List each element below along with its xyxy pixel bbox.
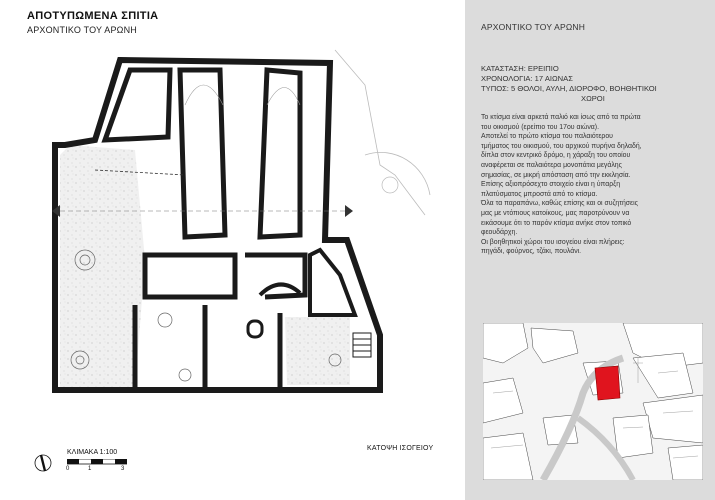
vault-arc (185, 85, 223, 105)
description-line: εικάσουμε ότι το παρόν κτίσμα ανήκε στον τοπικό (481, 219, 632, 227)
type-line: ΤΥΠΟΣ: 5 ΘΟΛΟΙ, ΑΥΛΗ, ΔΙΟΡΟΦΟ, ΒΟΗΘΗΤΙΚΟΙ (481, 84, 657, 93)
floor-plan (35, 45, 435, 455)
stairs (353, 333, 371, 357)
section-marker (345, 205, 353, 217)
scale-tick-3: 3 (121, 466, 125, 472)
scale-label: ΚΛΙΜΑΚΑ 1:100 (67, 449, 118, 456)
location-map (483, 323, 703, 480)
description-line: πλατύσματος μπροστά από το κτίσμα. (481, 190, 598, 198)
east-room (310, 250, 355, 315)
description-line: Αποτελεί το πρώτο κτίσμα του παλαιότερου (481, 133, 613, 141)
info-meta (481, 64, 706, 104)
description-line: αναφέρεται σε παλαιότερα μονοπάτια μεγάλης (481, 161, 622, 169)
description-line: σημασίας, σε μικρή απόσταση από την εκκλησία. (481, 171, 631, 179)
vault-room-2 (180, 70, 225, 237)
page-subtitle: ΑΡΧΟΝΤΙΚΟ ΤΟΥ ΑΡΩΝΗ (27, 25, 137, 35)
description-line: Οι βοηθητικοί χώροι του ισογείου είναι πλήρεις: (481, 238, 625, 246)
context-line (335, 50, 425, 215)
description-line: δίπλα στον κεντρικό δρόμο, η χάραξη του οποίου (481, 152, 631, 160)
description-line: Επίσης αξιοπρόσεχτο στοιχείο είναι η ύπαρξη (481, 181, 621, 189)
central-wall (145, 255, 235, 297)
description-line: Το κτίσμα είναι αρκετά παλιό και ίσως από τα πρώτα (481, 114, 641, 121)
description-line: του οικισμού (ερείπιο του 17ου αιώνα). (481, 123, 599, 131)
scale-bar (67, 459, 127, 466)
description-line: Όλα τα παραπάνω, καθώς επίσης και οι συζητήσεις (481, 200, 638, 208)
description-line: τμήματος του οικισμού, του αρχικού πυρήνα δηλαδή, (481, 142, 642, 150)
info-title: ΑΡΧΟΝΤΙΚΟ ΤΟΥ ΑΡΩΝΗ (481, 22, 586, 32)
page-title: ΑΠΟΤΥΠΩΜΕΝΑ ΣΠΙΤΙΑ (27, 10, 159, 22)
courtyard-east (285, 317, 350, 385)
vault-room-3 (260, 70, 300, 237)
description-line: φεουδάρχη. (481, 229, 518, 237)
scale-tick-0: 0 (66, 466, 70, 472)
description (481, 113, 699, 257)
well (248, 321, 262, 337)
type-line-cont: ΧΩΡΟΙ (581, 94, 605, 103)
vault-arc (267, 88, 300, 106)
scale-tick-1: 1 (88, 466, 92, 472)
north-arrow-icon (33, 450, 53, 476)
description-line: μας με ντόπιους κατοίκους, μας παροτρύνουν να (481, 209, 630, 217)
context-circle (382, 177, 398, 193)
courtyard-west (60, 145, 145, 390)
description-line: πηγάδι, φούρνος, τζάκι, πουλάνι. (481, 248, 582, 256)
plan-caption: ΚΑΤΟΨΗ ΙΣΟΓΕΙΟΥ (367, 445, 434, 452)
status-line: ΚΑΤΑΣΤΑΣΗ: ΕΡΕΙΠΙΟ (481, 64, 559, 73)
highlighted-building (595, 366, 620, 400)
date-line: ΧΡΟΝΟΛΟΓΙΑ: 17 ΑΙΩΝΑΣ (481, 74, 573, 83)
info-panel (465, 0, 715, 500)
